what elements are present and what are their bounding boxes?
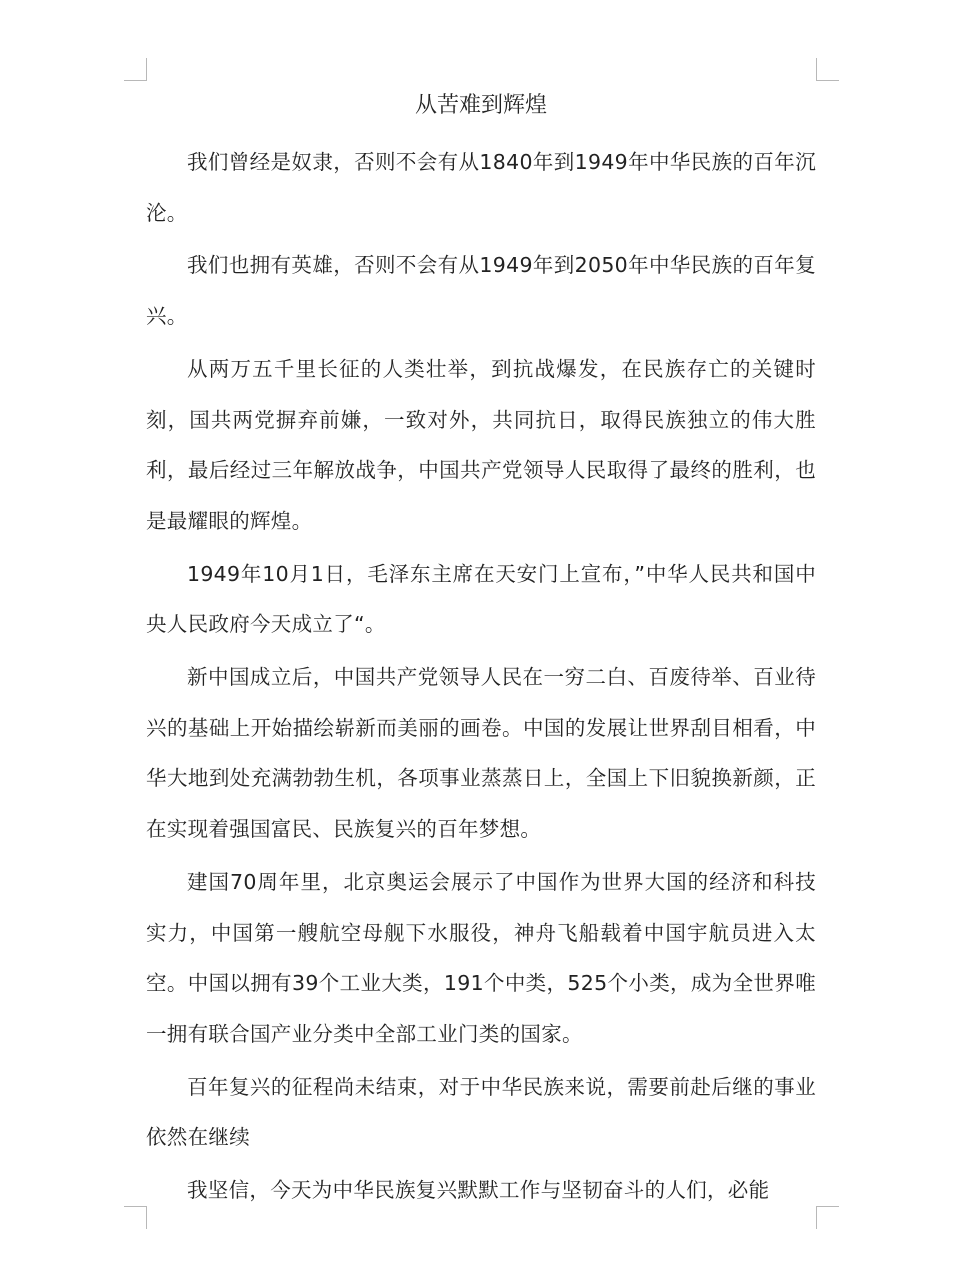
document-title: 从苦难到辉煌 xyxy=(414,93,547,118)
paragraph-1: 我们曾经是奴隶，否则不会有从1840年到1949年中华民族的百年沉沦。 xyxy=(146,150,816,225)
paragraph-5: 新中国成立后，中国共产党领导人民在一穷二白、百废待举、百业待兴的基础上开始描绘崭新而美丽的画卷。中国的发展让世界刮目相看，中华大地到处充满勃勃生机，各项事业蒸蒸日上，全国上下旧貌换新颜，正在实现着强国富民、民族复兴的百年梦想。 xyxy=(146,665,816,842)
paragraph-6: 建国70周年里，北京奥运会展示了中国作为世界大国的经济和科技实力，中国第一艘航空母舰下水服役，神舟飞船载着中国宇航员进入太空。中国以拥有39个工业大类，191个中类，525个小类，成为全世界唯一拥有联合国产业分类中全部工业门类的国家。 xyxy=(146,869,816,1046)
document-body xyxy=(146,137,816,1218)
crop-mark-bottom-right xyxy=(816,1206,839,1229)
crop-mark-top-right xyxy=(816,58,839,81)
crop-mark-top-left xyxy=(124,58,147,81)
paragraph-4: 1949年10月1日，毛泽东主席在天安门上宣布，”中华人民共和国中央人民政府今天成立了“。 xyxy=(146,561,816,637)
paragraph-2: 我们也拥有英雄，否则不会有从1949年到2050年中华民族的百年复兴。 xyxy=(146,253,816,329)
paragraph-3: 从两万五千里长征的人类壮举，到抗战爆发，在民族存亡的关键时刻，国共两党摒弃前嫌，一致对外，共同抗日，取得民族独立的伟大胜利，最后经过三年解放战争，中国共产党领导人民取得了最终的胜利，也是最耀眼的辉煌。 xyxy=(146,356,816,533)
crop-mark-bottom-left xyxy=(124,1206,147,1229)
paragraph-7: 百年复兴的征程尚未结束，对于中华民族来说，需要前赴后继的事业依然在继续 xyxy=(146,1074,816,1150)
paragraph-8: 我坚信，今天为中华民族复兴默默工作与坚韧奋斗的人们，必能 xyxy=(187,1178,770,1203)
